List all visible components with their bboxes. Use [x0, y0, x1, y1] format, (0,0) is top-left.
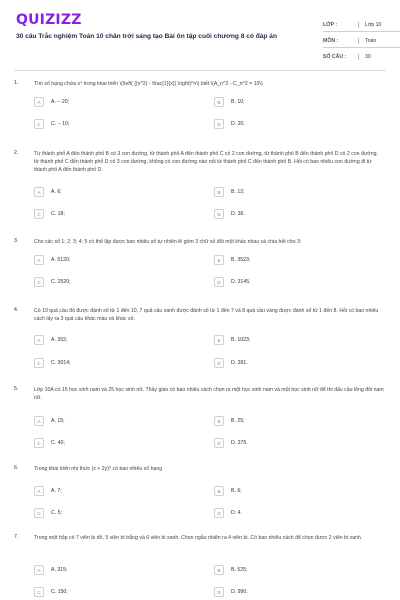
- option-d[interactable]: [214, 508, 384, 518]
- option-a[interactable]: [34, 486, 204, 496]
- option-d[interactable]: [214, 358, 384, 368]
- option-text: A. 6;: [51, 189, 62, 195]
- option-text: C. 3014;: [51, 360, 71, 366]
- option-a[interactable]: [34, 416, 204, 426]
- question-number: 5.: [14, 386, 19, 392]
- option-letter-box: D: [214, 209, 224, 219]
- option-c[interactable]: [34, 119, 204, 129]
- option-letter-box: C: [34, 587, 44, 597]
- question-text: Có 10 quả cầu đỏ được đánh số từ 1 đến 10, 7 quả cầu xanh được đánh số từ 1 đến 7 và 8 quả cầu vàng được đánh số từ 1 đến 8. Hỏi có bao nhiêu cách lấy ra 3 quả cầu khác màu và khác số.: [34, 308, 379, 322]
- option-letter-box: A: [34, 416, 44, 426]
- option-text: B. 525;: [231, 567, 248, 573]
- meta-divider: [323, 47, 400, 48]
- option-text: C. 2520;: [51, 279, 71, 285]
- option-c[interactable]: [34, 209, 204, 219]
- question-text: Lớp 10A có 15 học sinh nam và 25 học sinh nữ. Thầy giáo có bao nhiêu cách chọn ra một học sinh nam và một học sinh nữ để thi đấu cầu lông đôi nam nữ.: [34, 387, 384, 401]
- option-d[interactable]: [214, 209, 384, 219]
- option-text: B. 3523;: [231, 257, 251, 263]
- meta-key: SỐ CÂU :: [323, 53, 347, 60]
- meta-box: [323, 12, 400, 66]
- option-letter-box: B: [214, 416, 224, 426]
- option-text: B. 25;: [231, 418, 245, 424]
- question-number: 2.: [14, 150, 19, 156]
- option-b[interactable]: [214, 255, 384, 265]
- document-title: 30 câu Trắc nghiệm Toán 10 chân trời sáng tạo Bài ôn tập cuối chương 8 có đáp án: [16, 33, 277, 40]
- option-a[interactable]: [34, 255, 204, 265]
- option-text: D. 990.: [231, 589, 248, 595]
- option-c[interactable]: [34, 587, 204, 597]
- option-b[interactable]: [214, 416, 384, 426]
- document-header: [16, 10, 386, 58]
- option-text: C. 5;: [51, 510, 62, 516]
- meta-value: Toán: [358, 38, 400, 44]
- option-text: D. 4.: [231, 510, 242, 516]
- option-c[interactable]: [34, 508, 204, 518]
- meta-value: Lớp 10: [358, 22, 400, 28]
- option-text: D. 3145.: [231, 279, 251, 285]
- option-text: D. 36.: [231, 211, 245, 217]
- quizizz-logo: QUIZIZZ: [16, 12, 82, 28]
- option-d[interactable]: [214, 119, 384, 129]
- option-letter-box: D: [214, 119, 224, 129]
- option-letter-box: D: [214, 587, 224, 597]
- option-b[interactable]: [214, 97, 384, 107]
- header-divider: [14, 70, 386, 71]
- option-text: D. 391.: [231, 360, 248, 366]
- option-a[interactable]: [34, 335, 204, 345]
- question-number: 1.: [14, 80, 19, 86]
- option-b[interactable]: [214, 486, 384, 496]
- option-letter-box: D: [214, 508, 224, 518]
- option-letter-box: B: [214, 486, 224, 496]
- option-text: A. − 20;: [51, 99, 70, 105]
- option-letter-box: A: [34, 97, 44, 107]
- option-text: B. 12;: [231, 189, 245, 195]
- option-letter-box: B: [214, 565, 224, 575]
- option-text: A. 7;: [51, 488, 62, 494]
- meta-row-subject: [323, 33, 400, 48]
- option-letter-box: C: [34, 358, 44, 368]
- option-a[interactable]: [34, 97, 204, 107]
- option-letter-box: A: [34, 565, 44, 575]
- question-text: Trong một hộp có 7 viên bi đỏ, 5 viên bi trắng và 6 viên bi xanh. Chọn ngẫu nhiên ra 4 viên bi. Có bao nhiêu cách để chọn được 2 viên bi xanh.: [34, 535, 363, 541]
- option-letter-box: A: [34, 335, 44, 345]
- option-b[interactable]: [214, 335, 384, 345]
- option-letter-box: B: [214, 335, 224, 345]
- option-letter-box: C: [34, 438, 44, 448]
- option-c[interactable]: [34, 358, 204, 368]
- option-letter-box: D: [214, 438, 224, 448]
- meta-key: MÔN :: [323, 37, 339, 44]
- option-d[interactable]: [214, 277, 384, 287]
- option-b[interactable]: [214, 565, 384, 575]
- option-letter-box: B: [214, 255, 224, 265]
- option-letter-box: A: [34, 486, 44, 496]
- option-text: D. 20.: [231, 121, 245, 127]
- option-text: C. 150;: [51, 589, 68, 595]
- option-letter-box: A: [34, 187, 44, 197]
- option-d[interactable]: [214, 438, 384, 448]
- option-letter-box: A: [34, 255, 44, 265]
- option-letter-box: D: [214, 358, 224, 368]
- option-c[interactable]: [34, 277, 204, 287]
- option-a[interactable]: [34, 187, 204, 197]
- option-letter-box: B: [214, 187, 224, 197]
- option-c[interactable]: [34, 438, 204, 448]
- meta-divider: [323, 31, 400, 32]
- option-text: C. − 10;: [51, 121, 70, 127]
- question-number: 7.: [14, 534, 19, 540]
- meta-row-class: [323, 17, 400, 32]
- option-text: B. 10;: [231, 99, 245, 105]
- question-text: Cho các số 1; 2; 3; 4; 5 có thể lập được bao nhiêu số tự nhiên lẻ gồm 3 chữ số đôi một khác nhau và chia hết cho 3:: [34, 239, 302, 245]
- option-text: C. 18;: [51, 211, 65, 217]
- option-text: A. 5120;: [51, 257, 71, 263]
- question-text: Trong khai triển nhị thức (x + 2y)⁵ có bao nhiêu số hạng: [34, 466, 163, 472]
- option-letter-box: C: [34, 277, 44, 287]
- meta-key: LỚP :: [323, 21, 338, 28]
- option-text: D. 375.: [231, 440, 248, 446]
- option-b[interactable]: [214, 187, 384, 197]
- question-number: 6.: [14, 465, 19, 471]
- option-a[interactable]: [34, 565, 204, 575]
- option-letter-box: C: [34, 508, 44, 518]
- option-d[interactable]: [214, 587, 384, 597]
- option-letter-box: C: [34, 209, 44, 219]
- option-letter-box: D: [214, 277, 224, 287]
- option-letter-box: B: [214, 97, 224, 107]
- option-text: C. 40;: [51, 440, 65, 446]
- option-text: A. 15;: [51, 418, 65, 424]
- meta-row-count: [323, 49, 400, 64]
- option-text: B. 1023;: [231, 337, 251, 343]
- question-number: 4.: [14, 307, 19, 313]
- option-letter-box: C: [34, 119, 44, 129]
- option-text: A. 392;: [51, 337, 68, 343]
- question-number: 3.: [14, 238, 19, 244]
- option-text: A. 315;: [51, 567, 68, 573]
- question-text: Tìm số hạng chứa x⁴ trong khai triển \(\left( {{x^2} - \frac{1}{x}} \right)^n\) biết \(A_n^2 - C_n^2 = 10\): [34, 81, 263, 87]
- option-text: B. 6;: [231, 488, 242, 494]
- question-text: Từ thành phố A đến thành phố B có 3 con đường, từ thành phố A đến thành phố C có 2 con đường, từ thành phố B đến thành phố D có 2 con đường, từ thành phố C đến thành phố D có 3 con đường, không có con đường nào nối từ thành phố C đến thành phố B. Hỏi có bao nhiêu con đường đi từ thành phố A đến thành phố D.: [34, 151, 378, 173]
- meta-value: 30: [358, 54, 400, 60]
